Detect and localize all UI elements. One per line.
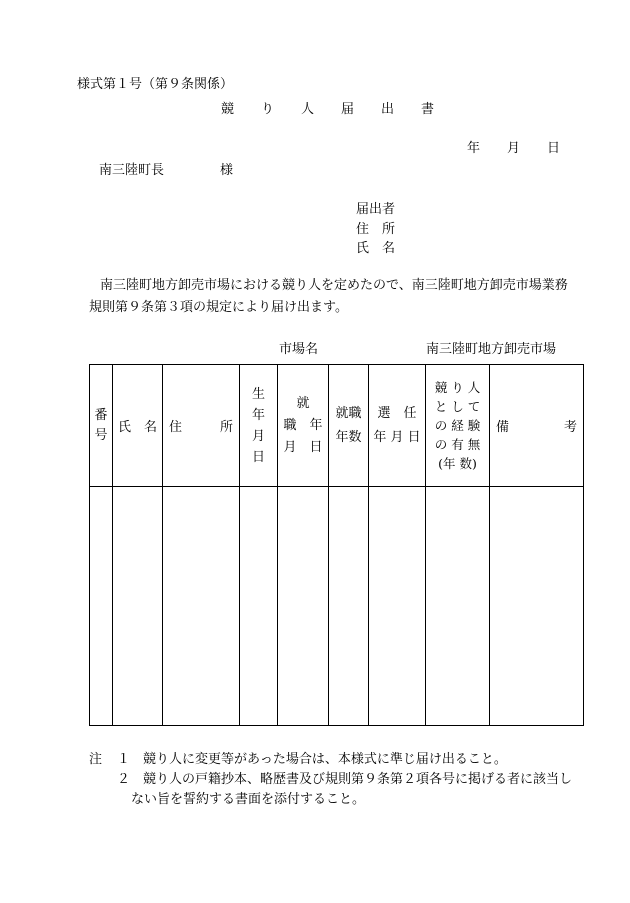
title-char: り <box>261 102 275 117</box>
cell-number[interactable] <box>90 487 113 726</box>
header-address: 住 所 <box>163 365 240 487</box>
cell-address[interactable] <box>163 487 240 726</box>
body-line-2: 規則第９条第３項の規定により届け出ます。 <box>89 300 348 315</box>
header-name: 氏 名 <box>113 365 163 487</box>
cell-experience[interactable] <box>426 487 490 726</box>
honorific: 様 <box>220 163 234 178</box>
title-char: 競 <box>221 102 235 117</box>
form-title <box>221 102 461 118</box>
title-char: 届 <box>341 102 355 117</box>
header-appointment-date: 選 任 年 月 日 <box>369 365 426 487</box>
notifier-label: 届出者 <box>356 202 396 217</box>
notifier-address-label: 住 所 <box>356 222 396 237</box>
cell-remarks[interactable] <box>490 487 584 726</box>
header-employment-date: 就 職 年 月 日 <box>278 365 329 487</box>
note-1-text: 競り人に変更等があった場合は、本様式に準じ届け出ること。 <box>143 752 507 767</box>
notifier-name-label: 氏 名 <box>356 241 396 256</box>
header-number: 番 号 <box>90 365 113 487</box>
header-years-employed: 就職 年数 <box>329 365 369 487</box>
title-char: 書 <box>421 102 435 117</box>
header-birthdate: 生 年 月 日 <box>240 365 278 487</box>
header-experience: 競 り 人 と し て の 経 験 の 有 無 (年 数) <box>426 365 490 487</box>
note-2-continuation: ない旨を誓約する書面を添付すること。 <box>131 792 366 807</box>
cell-years-employed[interactable] <box>329 487 369 726</box>
market-label: 市場名 <box>279 342 319 357</box>
note-2-text: 競り人の戸籍抄本、略歴書及び規則第９条第２項各号に掲げる者に該当し <box>143 772 573 787</box>
body-line-1: 南三陸町地方卸売市場における競り人を定めたので、南三陸町地方卸売市場業務 <box>100 278 568 293</box>
cell-birthdate[interactable] <box>240 487 278 726</box>
date-year: 年 <box>467 141 481 156</box>
form-number: 様式第１号（第９条関係） <box>77 77 234 92</box>
date-month: 月 <box>507 141 521 156</box>
date-line <box>467 141 560 157</box>
addressee: 南三陸町長 <box>99 163 165 178</box>
cell-employment-date[interactable] <box>278 487 329 726</box>
title-char: 人 <box>301 102 315 117</box>
table-row <box>90 487 584 726</box>
registration-table <box>89 364 584 726</box>
title-char: 出 <box>381 102 395 117</box>
note-1-number: １ <box>117 752 131 767</box>
market-name: 南三陸町地方卸売市場 <box>426 342 557 357</box>
date-day: 日 <box>547 141 561 156</box>
cell-name[interactable] <box>113 487 163 726</box>
header-remarks: 備 考 <box>490 365 584 487</box>
cell-appointment-date[interactable] <box>369 487 426 726</box>
note-2-number: ２ <box>117 772 131 787</box>
notes-label: 注 <box>89 752 103 767</box>
